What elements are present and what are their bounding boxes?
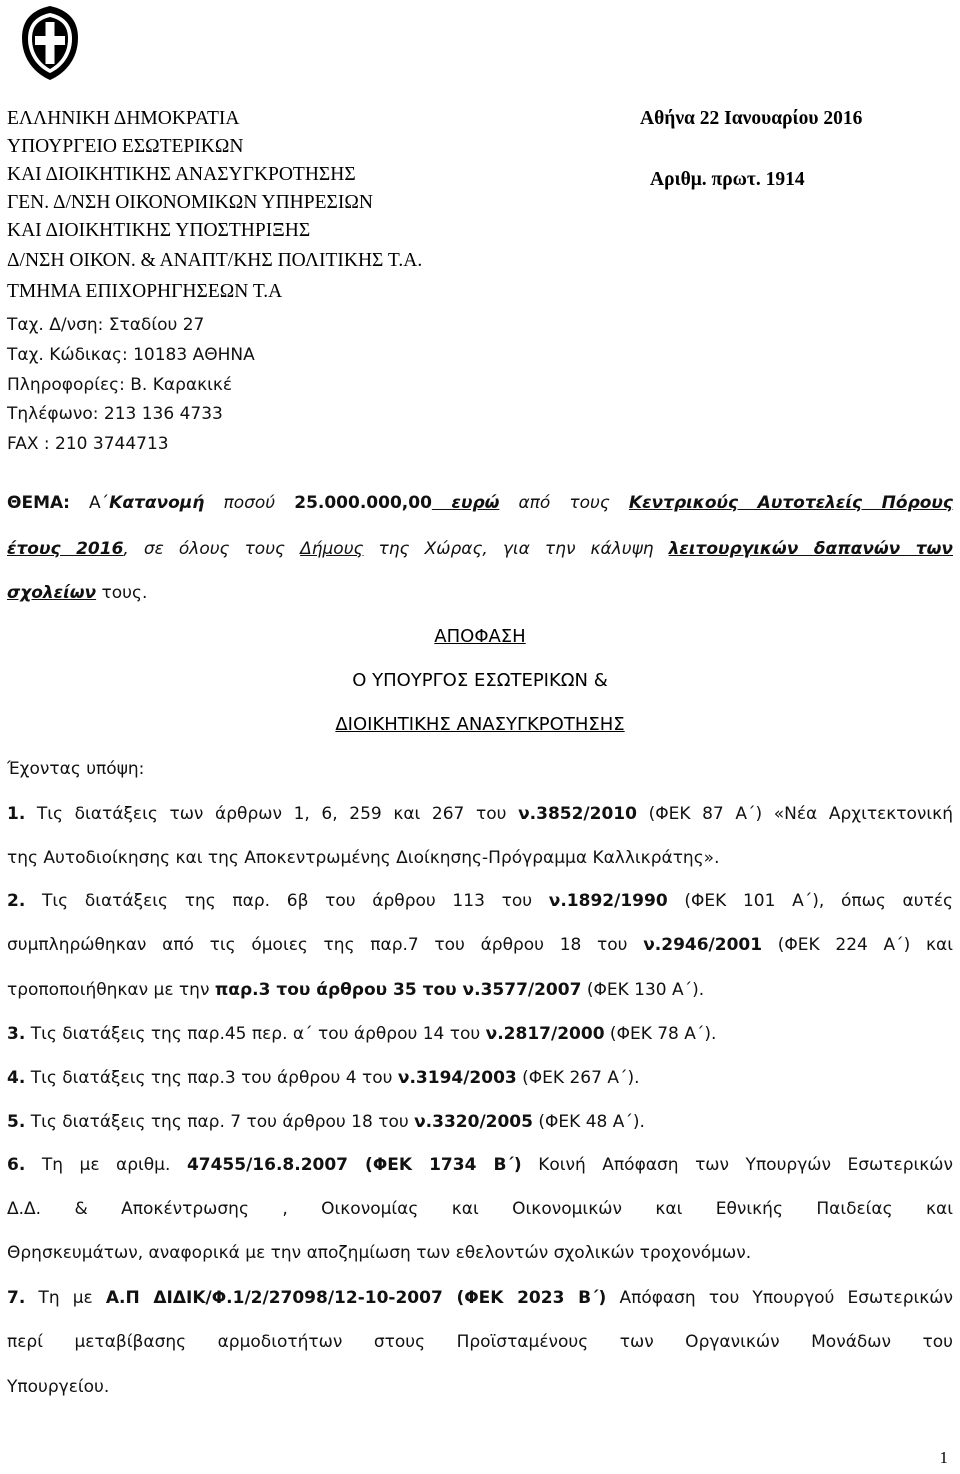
item-1-line-1: 1. Τις διατάξεις των άρθρων 1, 6, 259 και 267 του ν.3852/2010 (ΦΕΚ 87 Α΄) «Νέα Αρχιτεκτονική <box>7 804 953 824</box>
item-6-line-2: Δ.Δ. & Αποκέντρωσης , Οικονομίας και Οικονομικών και Εθνικής Παιδείας και <box>7 1199 953 1219</box>
decision-title: ΑΠΟΦΑΣΗ <box>434 626 526 647</box>
header-line-5: ΚΑΙ ΔΙΟΙΚΗΤΙΚΗΣ ΥΠΟΣΤΗΡΙΞΗΣ <box>7 220 311 241</box>
contact-postcode: Ταχ. Κώδικας: 10183 ΑΘΗΝΑ <box>7 345 255 365</box>
item-6-line-3: Θρησκευμάτων, αναφορικά με την αποζημίωση των εθελοντών σχολικών τροχονόμων. <box>7 1243 752 1263</box>
item-7-line-1: 7. Τη με Α.Π ΔΙΔΙΚ/Φ.1/2/27098/12-10-2007 (ΦΕΚ 2023 Β΄) Απόφαση του Υπουργού Εσωτερικών <box>7 1288 953 1308</box>
item-7-line-2: περί μεταβίβασης αρμοδιοτήτων στους Προϊσταμένους των Οργανικών Μονάδων του <box>7 1332 953 1352</box>
item-2-line-2: συμπληρώθηκαν από τις όμοιες της παρ.7 του άρθρου 18 του ν.2946/2001 (ΦΕΚ 224 Α΄) και <box>7 935 953 955</box>
minister-line-2: ΔΙΟΙΚΗΤΙΚΗΣ ΑΝΑΣΥΓΚΡΟΤΗΣΗΣ <box>335 714 625 735</box>
header-line-4: ΓΕΝ. Δ/ΝΣΗ ΟΙΚΟΝΟΜΙΚΩΝ ΥΠΗΡΕΣΙΩΝ <box>7 192 373 213</box>
subject-line-3: σχολείων τους. <box>7 583 148 603</box>
item-3: 3. Τις διατάξεις της παρ.45 περ. α΄ του άρθρου 14 του ν.2817/2000 (ΦΕΚ 78 Α΄). <box>7 1024 717 1044</box>
header-line-1: ΕΛΛΗΝΙΚΗ ΔΗΜΟΚΡΑΤΙΑ <box>7 108 240 129</box>
page-number: 1 <box>939 1448 948 1467</box>
item-7-line-3: Υπουργείου. <box>7 1377 110 1397</box>
header-line-6: Δ/ΝΣΗ ΟΙΚΟΝ. & ΑΝΑΠΤ/ΚΗΣ ΠΟΛΙΤΙΚΗΣ Τ.Α. <box>7 250 423 271</box>
item-4: 4. Τις διατάξεις της παρ.3 του άρθρου 4 του ν.3194/2003 (ΦΕΚ 267 Α΄). <box>7 1068 640 1088</box>
header-line-7: ΤΜΗΜΑ ΕΠΙΧΟΡΗΓΗΣΕΩΝ Τ.Α <box>7 281 283 302</box>
document-date: Αθήνα 22 Ιανουαρίου 2016 <box>640 108 863 129</box>
subject-line-1: ΘΕΜΑ: Α΄Κατανομή ποσού 25.000.000,00 ευρώ από τους Κεντρικούς Αυτοτελείς Πόρους <box>7 493 953 513</box>
protocol-number: Αριθμ. πρωτ. 1914 <box>650 169 805 190</box>
contact-fax: FAX : 210 3744713 <box>7 434 169 454</box>
subject-amount: 25.000.000,00 <box>294 493 432 513</box>
item-6-line-1: 6. Τη με αριθμ. 47455/16.8.2007 (ΦΕΚ 1734 Β΄) Κοινή Απόφαση των Υπουργών Εσωτερικών <box>7 1155 953 1175</box>
contact-info: Πληροφορίες: Β. Καρακικέ <box>7 375 233 395</box>
item-5: 5. Τις διατάξεις της παρ. 7 του άρθρου 18 του ν.3320/2005 (ΦΕΚ 48 Α΄). <box>7 1112 645 1132</box>
item-2-line-3: τροποποιήθηκαν με την παρ.3 του άρθρου 35 του ν.3577/2007 (ΦΕΚ 130 Α΄). <box>7 980 705 1000</box>
having-regard: Έχοντας υπόψη: <box>7 759 145 779</box>
header-line-3: ΚΑΙ ΔΙΟΙΚΗΤΙΚΗΣ ΑΝΑΣΥΓΚΡΟΤΗΣΗΣ <box>7 164 356 185</box>
minister-line-1: Ο ΥΠΟΥΡΓΟΣ ΕΣΩΤΕΡΙΚΩΝ & <box>352 670 608 691</box>
contact-phone: Τηλέφωνο: 213 136 4733 <box>7 404 223 424</box>
subject-label: ΘΕΜΑ: <box>7 493 70 513</box>
subject-line-2: έτους 2016, σε όλους τους Δήμους της Χώρας, για την κάλυψη λειτουργικών δαπανών των <box>7 539 954 559</box>
contact-address: Ταχ. Δ/νση: Σταδίου 27 <box>7 315 205 335</box>
item-1-line-2: της Αυτοδιοίκησης και της Αποκεντρωμένης Διοίκησης-Πρόγραμμα Καλλικράτης». <box>7 848 720 868</box>
item-2-line-1: 2. Τις διατάξεις της παρ. 6β του άρθρου 113 του ν.1892/1990 (ΦΕΚ 101 Α΄), όπως αυτές <box>7 891 953 911</box>
header-line-2: ΥΠΟΥΡΓΕΙΟ ΕΣΩΤΕΡΙΚΩΝ <box>7 136 244 157</box>
greek-emblem-icon <box>18 4 82 82</box>
